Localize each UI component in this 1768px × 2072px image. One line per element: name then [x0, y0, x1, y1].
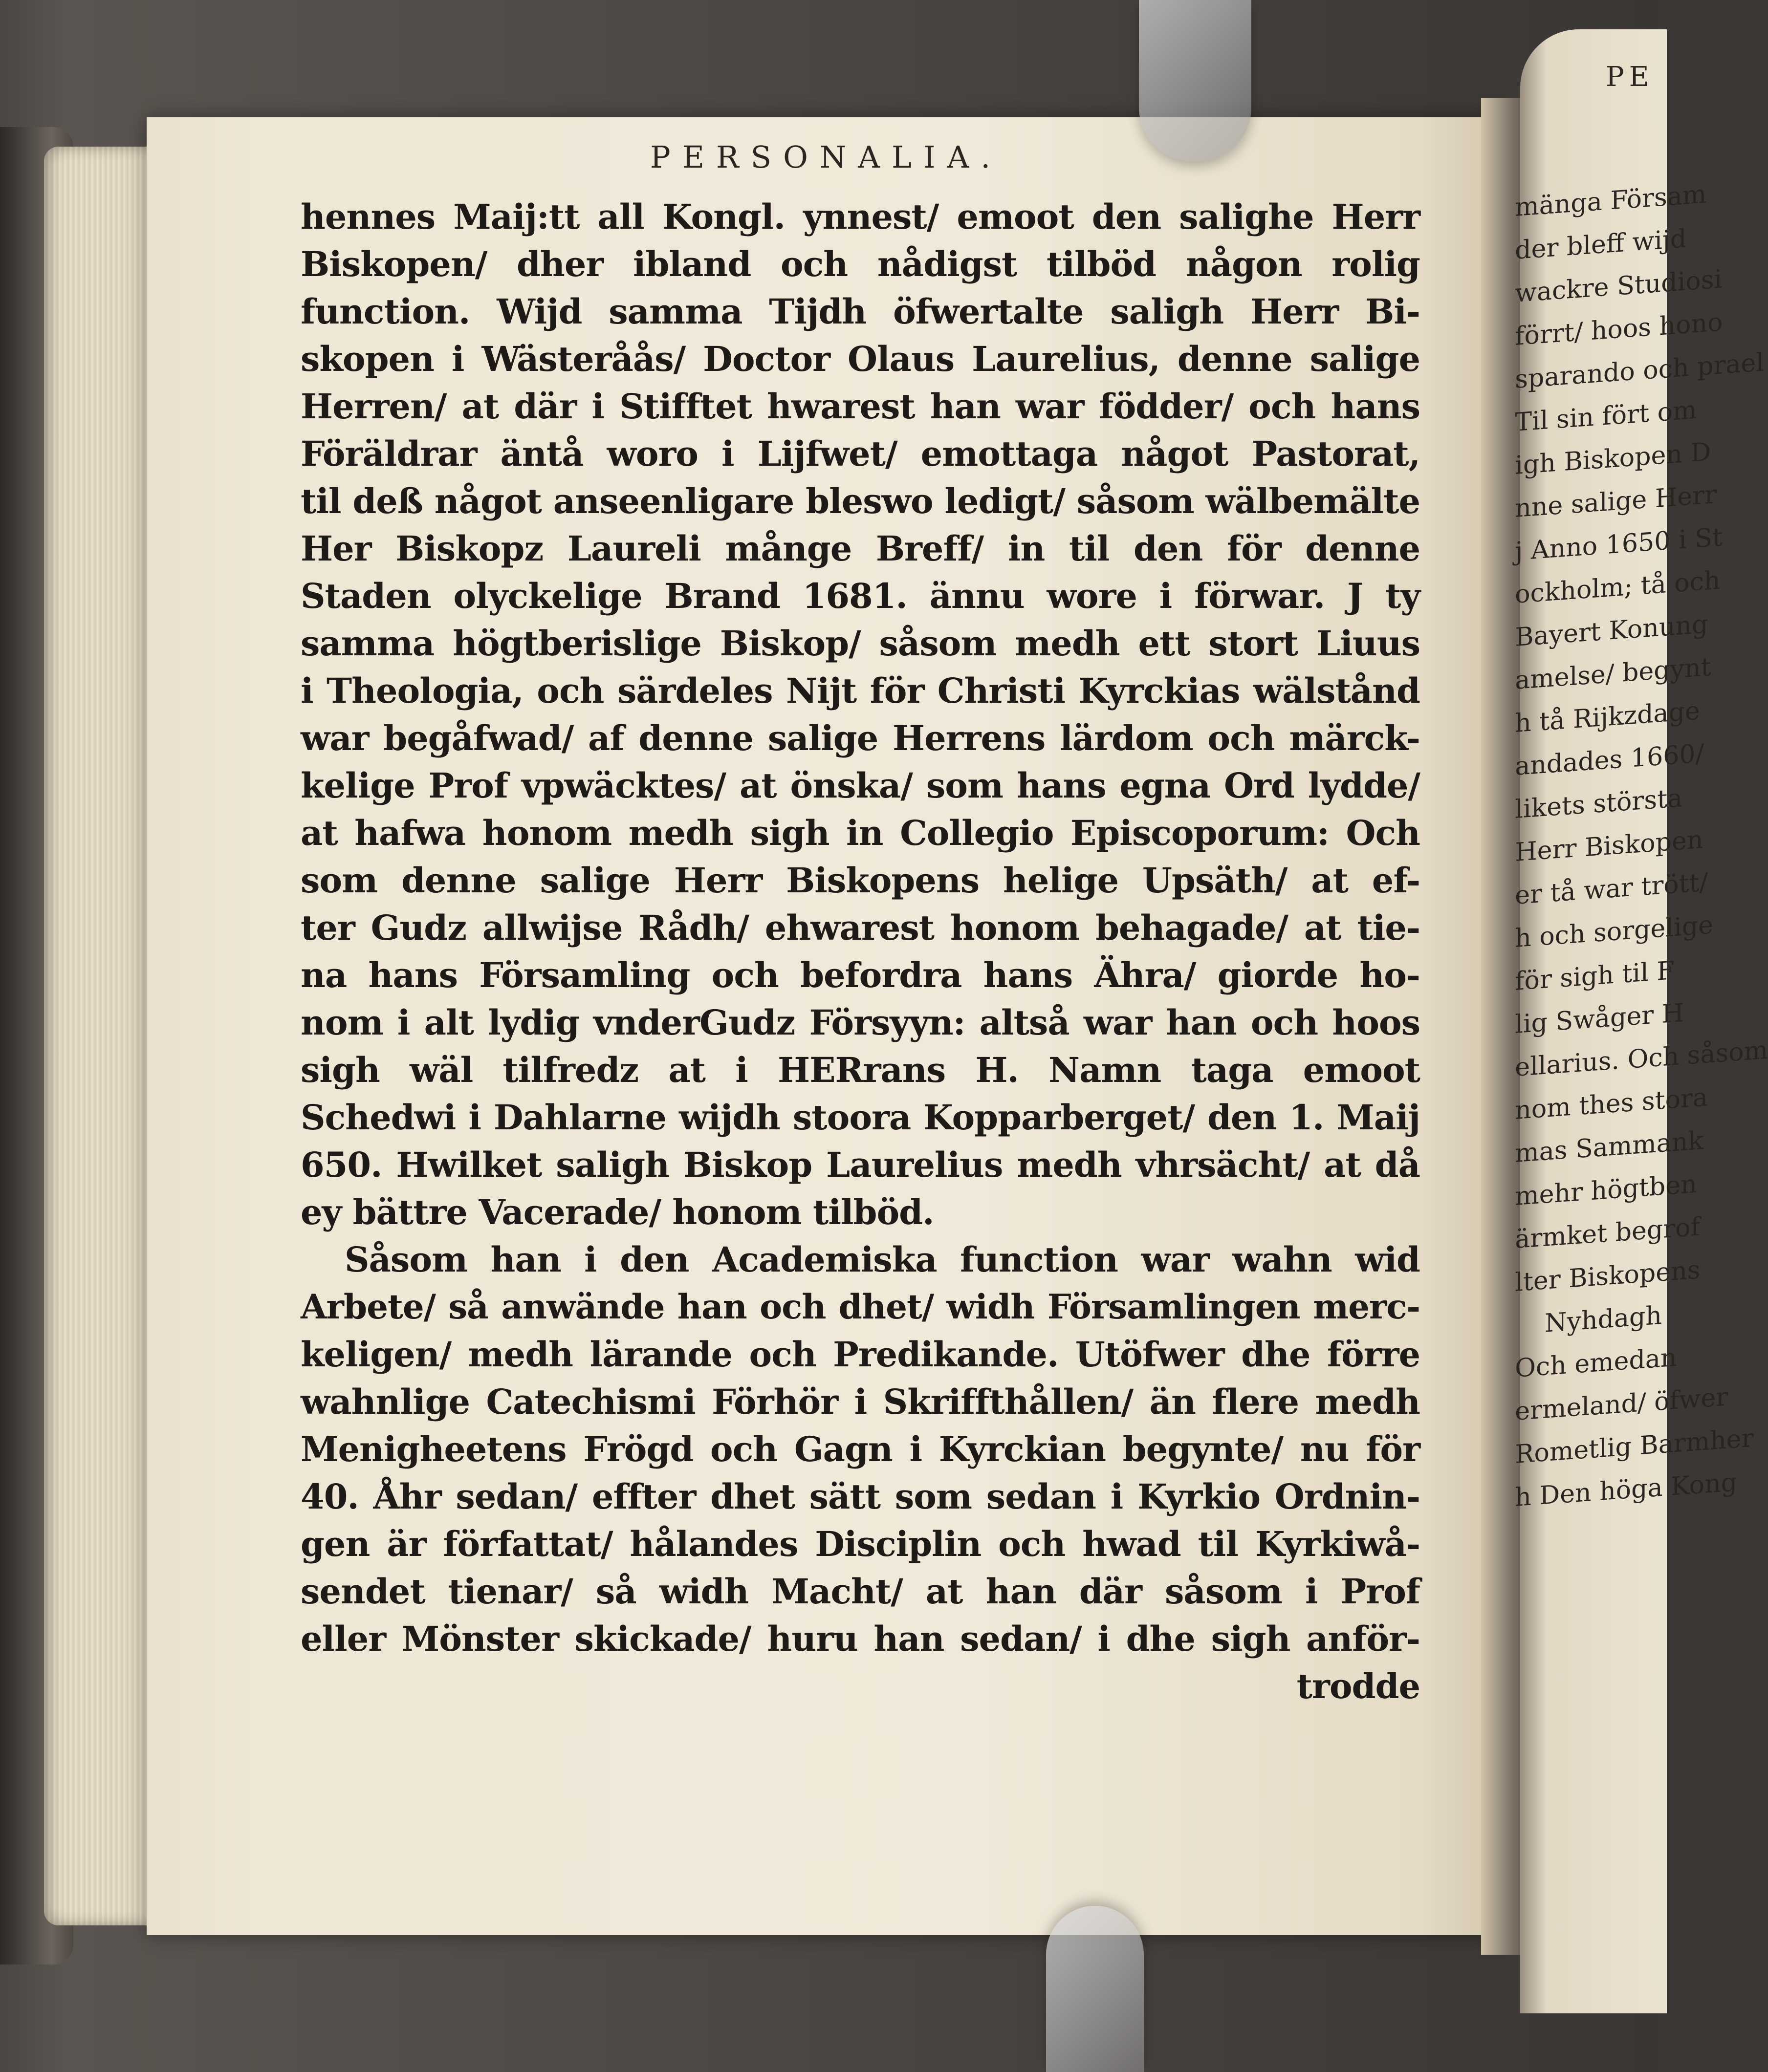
facing-page-line: sparando och prael: [1515, 347, 1764, 394]
facing-page-line: igh Biskopen D: [1515, 437, 1711, 480]
facing-page-line: förrt/ hoos hono: [1515, 307, 1723, 351]
running-head: PERSONALIA.: [650, 139, 1003, 175]
text-line: Her Biskopz Laureli månge Breff/ in til den för denne: [301, 528, 1420, 569]
text-line: kelige Prof vpwäcktes/ at önska/ som hans egna Ord lydde/: [301, 765, 1420, 806]
text-line: hennes Maij:tt all Kongl. ynnest/ emoot den salighe Herr: [301, 196, 1420, 237]
facing-page-line: amelse/ begynt: [1515, 652, 1711, 695]
facing-page-running-head: PE: [1606, 61, 1654, 93]
facing-page-line: ockholm; tå och: [1515, 565, 1721, 609]
text-line: eller Mönster skickade/ huru han sedan/ i dhe sigh anför-: [301, 1619, 1420, 1659]
text-line: war begåfwad/ af denne salige Herrens lärdom och märck-: [301, 718, 1420, 758]
text-line: samma högtberislige Biskop/ såsom medh ett stort Liuus: [301, 623, 1420, 664]
text-line: Staden olyckelige Brand 1681. ännu wore i förwar. J ty: [301, 576, 1420, 616]
facing-page: [1515, 29, 1768, 2013]
facing-page-line: mehr högtben: [1515, 1169, 1697, 1211]
text-line: 40. Åhr sedan/ effter dhet sätt som sedan i Kyrkio Ordnin-: [301, 1476, 1420, 1517]
facing-page-line: nom thes stora: [1515, 1082, 1708, 1125]
facing-page-line: h Den höga Kong: [1515, 1468, 1738, 1512]
text-line: 650. Hwilket saligh Biskop Laurelius medh vhrsächt/ at då: [301, 1144, 1420, 1185]
facing-page-line: ermeland/ öfwer: [1515, 1382, 1728, 1426]
text-line: sigh wäl tilfredz at i HERrans H. Namn taga emoot: [301, 1050, 1420, 1090]
body-text: [301, 193, 1420, 1710]
facing-page-line: mänga Försam: [1515, 179, 1707, 222]
facing-page-line: wackre Studiosi: [1515, 264, 1723, 308]
text-line: trodde: [1296, 1666, 1420, 1706]
facing-page-line: ärmket begrof: [1515, 1212, 1700, 1254]
facing-page-line: likets största: [1515, 783, 1683, 824]
facing-page-line: Herr Biskopen: [1515, 825, 1703, 867]
facing-page-line: h och sorgelige: [1515, 910, 1713, 953]
text-line: i Theologia, och särdeles Nijt för Christi Kyrckias wälstånd: [301, 670, 1420, 711]
facing-page-line: mas Sammank: [1515, 1126, 1703, 1168]
facing-page-line: ellarius. Och såsom: [1515, 1035, 1768, 1082]
text-line: sendet tienar/ så widh Macht/ at han där såsom i Prof: [301, 1571, 1420, 1612]
text-line: keligen/ medh lärande och Predikande. Utöfwer dhe förre: [301, 1334, 1420, 1375]
text-line: Biskopen/ dher ibland och nådigst tilböd någon rolig: [301, 244, 1420, 284]
facing-page-line: nne salige Herr: [1515, 480, 1717, 523]
facing-page-line: lter Biskopens: [1515, 1255, 1701, 1297]
facing-page-line: andades 1660/: [1515, 739, 1704, 781]
facing-page-line: der bleff wijd: [1515, 224, 1687, 265]
text-line: nom i alt lydig vnderGudz Försyyn: altså war han och hoos: [301, 1002, 1420, 1043]
text-line: ter Gudz allwijse Rådh/ ehwarest honom behagade/ at tie-: [301, 907, 1420, 948]
text-line: gen är författat/ hålandes Disciplin och hwad til Kyrkiwå-: [301, 1524, 1420, 1564]
page-clip-top: [1139, 0, 1251, 161]
page-stack-edges: [44, 147, 161, 1925]
facing-page-line: er tå war trött/: [1515, 867, 1708, 910]
text-line: at hafwa honom medh sigh in Collegio Episcoporum: Och: [301, 813, 1420, 853]
facing-page-line: Och emedan: [1515, 1342, 1677, 1383]
facing-page-text: [1515, 176, 1768, 1512]
text-line: som denne salige Herr Biskopens helige Upsäth/ at ef-: [301, 860, 1420, 901]
facing-page-line: Til sin fört om: [1515, 395, 1697, 437]
facing-page-line: Rometlig Barmher: [1515, 1424, 1754, 1469]
facing-page-line: för sigh til F: [1515, 956, 1675, 996]
page-clip-bottom: [1046, 1906, 1144, 2072]
text-line: Herren/ at där i Stifftet hwarest han war födder/ och hans: [301, 386, 1420, 427]
text-line: Schedwi i Dahlarne wijdh stoora Kopparberget/ den 1. Maij: [301, 1097, 1420, 1138]
text-line: skopen i Wästeråås/ Doctor Olaus Laurelius, denne salige: [301, 339, 1420, 379]
facing-page-line: Nyhdagh: [1544, 1301, 1662, 1338]
text-line: na hans Församling och befordra hans Ähra/ giorde ho-: [301, 955, 1420, 995]
text-line: til deß något anseenligare bleswo ledigt/ såsom wälbemälte: [301, 481, 1420, 521]
text-line: wahnlige Catechismi Förhör i Skriffthållen/ än flere medh: [301, 1381, 1420, 1422]
text-line: Såsom han i den Academiska function war wahn wid: [345, 1239, 1420, 1280]
text-line: Menigheetens Frögd och Gagn i Kyrckian begynte/ nu för: [301, 1429, 1420, 1469]
facing-page-line: j Anno 1650 i St: [1515, 522, 1723, 566]
facing-page-line: lig Swåger H: [1515, 998, 1684, 1039]
text-line: function. Wijd samma Tijdh öfwertalte saligh Herr Bi-: [301, 291, 1420, 332]
facing-page-line: Bayert Konung: [1515, 609, 1708, 652]
facing-page-line: h tå Rijkzdage: [1515, 696, 1700, 738]
text-line: ey bättre Vacerade/ honom tilböd.: [301, 1192, 934, 1232]
text-line: Föräldrar äntå woro i Lijfwet/ emottaga något Pastorat,: [301, 433, 1420, 474]
text-line: Arbete/ så anwände han och dhet/ widh Församlingen merc-: [301, 1287, 1420, 1327]
